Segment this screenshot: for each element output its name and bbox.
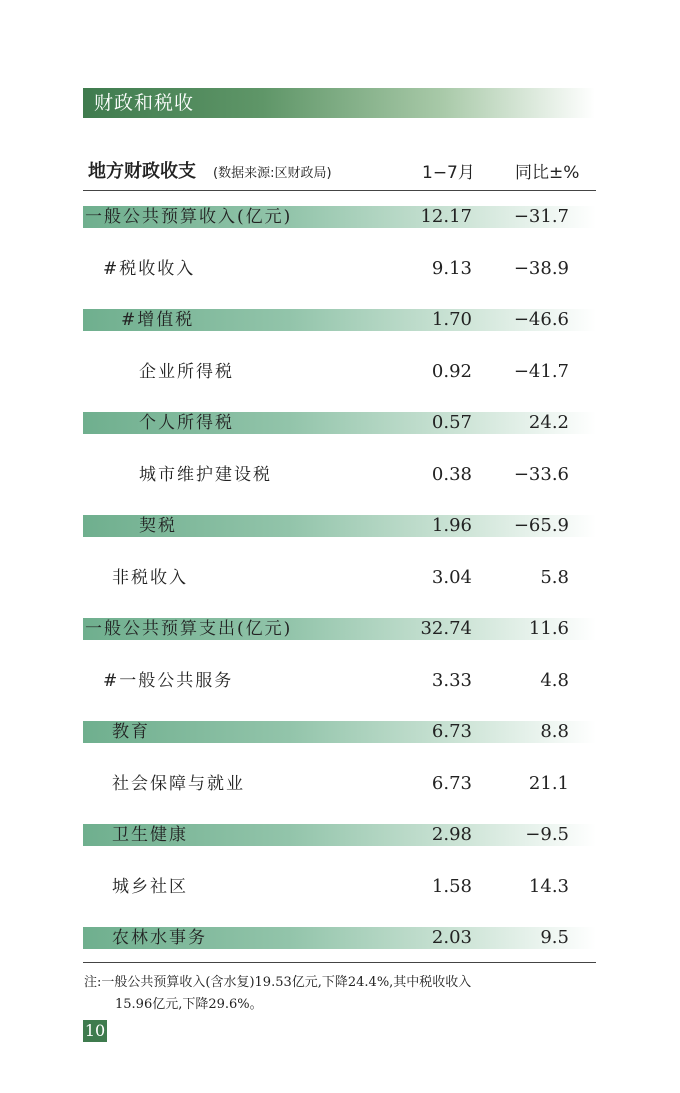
row-label: #一般公共服务 [103, 671, 234, 691]
row-yoy: −9.5 [525, 824, 569, 845]
section-title: 财政和税收 [94, 92, 195, 114]
row-label: 企业所得税 [139, 362, 234, 382]
table-row [83, 258, 596, 280]
row-label: 农林水事务 [112, 928, 207, 948]
table-row [83, 309, 596, 331]
row-value: 1.70 [431, 309, 472, 330]
table-row [83, 773, 596, 795]
row-shade [83, 721, 596, 743]
table-header-source: (数据来源:区财政局) [213, 166, 332, 181]
table-bottom-divider [83, 962, 596, 963]
row-label: 一般公共预算收入(亿元) [85, 207, 293, 227]
row-value: 1.96 [431, 515, 472, 536]
row-value: 0.92 [431, 361, 472, 382]
row-yoy: 8.8 [540, 721, 569, 742]
table-row [83, 206, 596, 228]
row-value: 3.33 [431, 670, 472, 691]
row-label: 一般公共预算支出(亿元) [85, 619, 293, 639]
row-value: 3.04 [431, 567, 472, 588]
row-yoy: 11.6 [528, 618, 569, 639]
table-row [83, 927, 596, 949]
row-value: 12.17 [420, 206, 472, 227]
row-yoy: 14.3 [528, 876, 569, 897]
row-yoy: −31.7 [513, 206, 569, 227]
row-yoy: −38.9 [513, 258, 569, 279]
table-row [83, 824, 596, 846]
row-value: 2.98 [431, 824, 472, 845]
footnote-line-1: 注:一般公共预算收入(含水复)19.53亿元,下降24.4%,其中税收收入 [84, 975, 472, 990]
table-row [83, 876, 596, 898]
row-value: 0.38 [431, 464, 472, 485]
row-label: 契税 [139, 516, 177, 536]
column-header-yoy: 同比±% [515, 163, 580, 183]
footnote [84, 972, 604, 1016]
table-row [83, 618, 596, 640]
row-value: 0.57 [431, 412, 472, 433]
row-label: 城乡社区 [112, 877, 188, 897]
row-yoy: −33.6 [513, 464, 569, 485]
row-yoy: −41.7 [513, 361, 569, 382]
row-value: 2.03 [431, 927, 472, 948]
row-yoy: 24.2 [528, 412, 569, 433]
column-header-period: 1−7月 [422, 163, 475, 183]
row-label: 教育 [112, 722, 150, 742]
table-row [83, 567, 596, 589]
row-label: #增值税 [121, 310, 195, 330]
row-value: 6.73 [431, 773, 472, 794]
row-label: #税收收入 [103, 259, 196, 279]
row-yoy: 5.8 [540, 567, 569, 588]
row-yoy: 21.1 [528, 773, 569, 794]
row-yoy: 9.5 [540, 927, 569, 948]
footnote-line-2: 15.96亿元,下降29.6%。 [115, 997, 263, 1012]
row-yoy: −46.6 [513, 309, 569, 330]
table-header-label: 地方财政收支 [88, 161, 196, 182]
row-label: 卫生健康 [112, 825, 188, 845]
row-label: 城市维护建设税 [139, 465, 272, 485]
row-value: 6.73 [431, 721, 472, 742]
row-value: 9.13 [431, 258, 472, 279]
row-yoy: 4.8 [540, 670, 569, 691]
row-value: 1.58 [431, 876, 472, 897]
row-value: 32.74 [420, 618, 472, 639]
row-label: 社会保障与就业 [112, 774, 245, 794]
row-label: 非税收入 [112, 568, 188, 588]
table-row [83, 464, 596, 486]
header-divider [83, 190, 596, 191]
row-yoy: −65.9 [513, 515, 569, 536]
page-number: 10 [84, 1021, 106, 1040]
table-row [83, 361, 596, 383]
row-label: 个人所得税 [139, 413, 234, 433]
table-row [83, 670, 596, 692]
table-row [83, 412, 596, 434]
table-row [83, 721, 596, 743]
table-row [83, 515, 596, 537]
